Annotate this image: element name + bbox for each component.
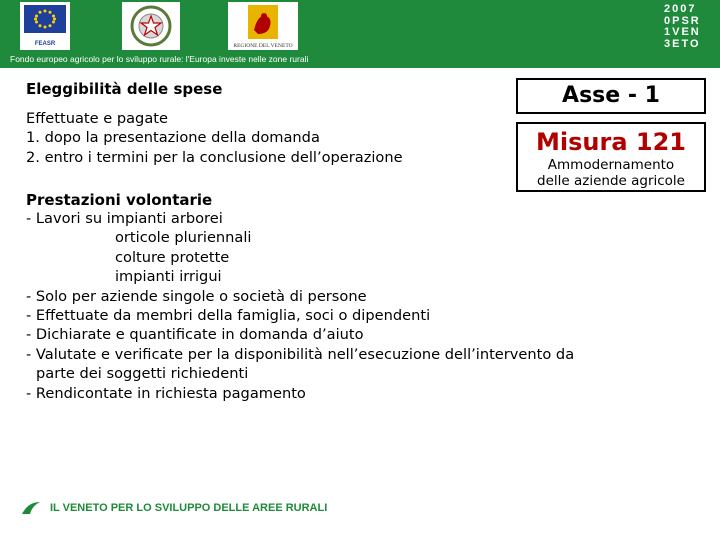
misura-subtitle: Ammodernamento [547, 157, 675, 173]
volunteer-line: - Valutate e verificate per la disponibilità nell’esecuzione dell’intervento da [26, 345, 575, 363]
volunteer-line: impianti irrigui [115, 268, 222, 286]
psr-logo-line: 1VEN [664, 26, 701, 38]
italian-republic-emblem [122, 2, 180, 50]
volunteer-line: - Effettuate da membri della famiglia, soci o dipendenti [26, 307, 431, 325]
volunteer-line: parte dei soggetti richiedenti [36, 365, 249, 383]
veneto-wing-icon [20, 500, 42, 516]
misura-subtitle: delle aziende agricole [537, 173, 685, 189]
volunteer-heading: Prestazioni volontarie [26, 191, 213, 209]
footer-slogan: IL VENETO PER LO SVILUPPO DELLE AREE RURALI [50, 502, 328, 514]
eligibility-line: 1. dopo la presentazione della domanda [26, 129, 320, 147]
header-tagline: Fondo europeo agricolo per lo sviluppo rurale: l'Europa investe nelle zone rurali [10, 54, 309, 64]
volunteer-text [26, 209, 574, 403]
volunteer-line: colture protette [115, 248, 230, 266]
psr-logo-line: 0PSR [664, 14, 701, 27]
eu-logo-caption: FEASR [34, 41, 56, 47]
eu-flag-icon [24, 5, 66, 33]
psr-logo-line: 3ETO [664, 37, 701, 50]
eligibility-text [26, 109, 403, 167]
psr-veneto-2007-2013-logo [664, 4, 714, 50]
header-banner [0, 0, 720, 68]
region-logo-caption: REGIONE DEL VENETO [233, 43, 293, 49]
volunteer-line: orticole pluriennali [115, 229, 252, 247]
volunteer-line: - Dichiarate e quantificate in domanda d’aiuto [26, 326, 364, 344]
republic-emblem-icon [122, 2, 180, 50]
eligibility-line: 2. entro i termini per la conclusione dell’operazione [26, 148, 403, 166]
eligibility-heading: Eleggibilità delle spese [26, 80, 223, 98]
regione-veneto-logo [228, 2, 298, 50]
asse-badge: Asse - 1 [516, 78, 706, 114]
volunteer-line: - Lavori su impianti arborei [26, 210, 223, 227]
eu-feasr-logo [20, 2, 70, 50]
volunteer-line: - Solo per aziende singole o società di persone [26, 287, 367, 305]
veneto-lion-icon [228, 2, 298, 42]
volunteer-line: - Rendicontate in richiesta pagamento [26, 384, 306, 402]
misura-title: Misura 121 [536, 128, 686, 156]
eligibility-line: Effettuate e pagate [26, 110, 168, 127]
misura-badge [516, 122, 706, 192]
psr-logo-line: 2007 [664, 3, 697, 15]
